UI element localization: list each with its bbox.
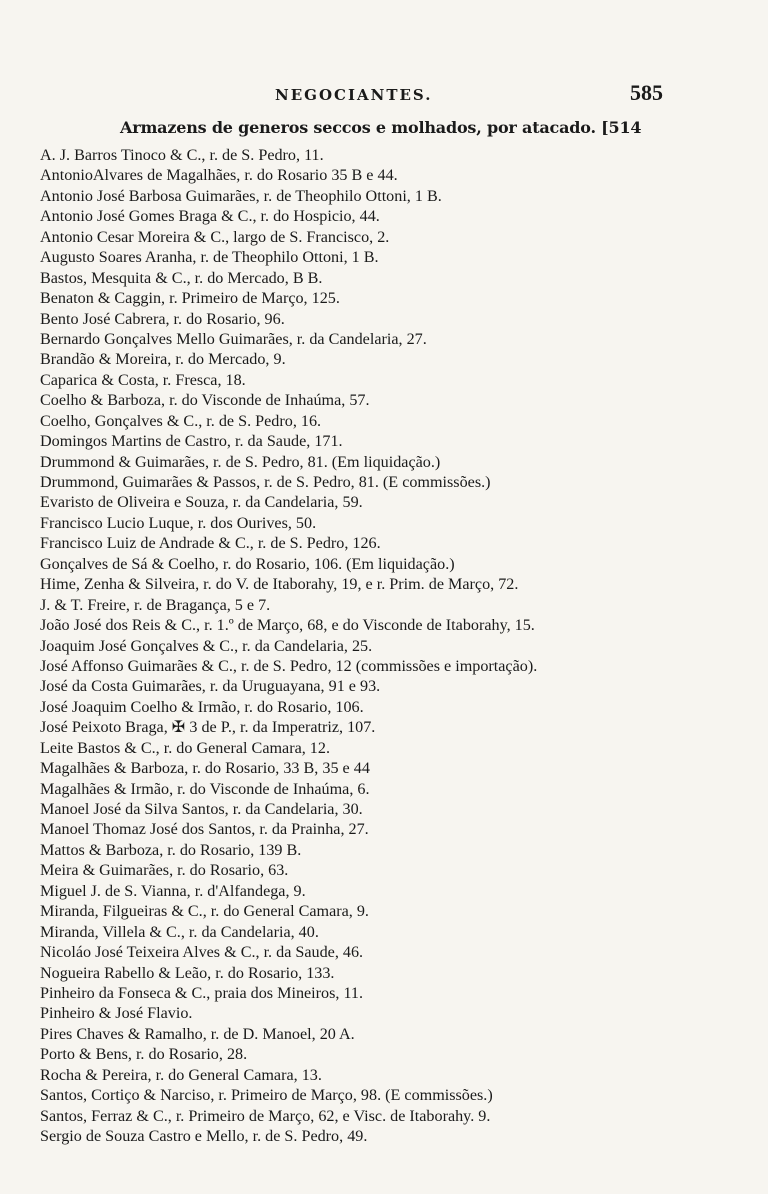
list-item: Rocha & Pereira, r. do General Camara, 13. bbox=[40, 1065, 322, 1084]
page-header bbox=[0, 80, 768, 110]
list-item: Pinheiro & José Flavio. bbox=[40, 1004, 193, 1023]
list-item: Hime, Zenha & Silveira, r. do V. de Itaborahy, 19, e r. Prim. de Março, 72. bbox=[40, 575, 519, 594]
list-item: Santos, Ferraz & C., r. Primeiro de Março, 62, e Visc. de Itaborahy. 9. bbox=[40, 1106, 491, 1125]
list-item: Drummond, Guimarães & Passos, r. de S. Pedro, 81. (E commissões.) bbox=[40, 473, 491, 491]
list-item: Nicoláo José Teixeira Alves & C., r. da Saude, 46. bbox=[40, 943, 364, 962]
list-item: Santos, Cortiço & Narciso, r. Primeiro de Março, 98. (E commissões.) bbox=[40, 1086, 493, 1105]
list-item: Magalhães & Barboza, r. do Rosario, 33 B, 35 e 44 bbox=[40, 759, 370, 778]
list-item: Antonio Cesar Moreira & C., largo de S. Francisco, 2. bbox=[40, 227, 390, 246]
list-item: José Joaquim Coelho & Irmão, r. do Rosario, 106. bbox=[40, 697, 364, 716]
list-item: Bernardo Gonçalves Mello Guimarães, r. da Candelaria, 27. bbox=[40, 329, 427, 348]
list-item: Magalhães & Irmão, r. do Visconde de Inhaúma, 6. bbox=[40, 779, 370, 798]
list-item: Coelho, Gonçalves & C., r. de S. Pedro, 16. bbox=[40, 411, 322, 430]
list-item: Francisco Luiz de Andrade & C., r. de S. Pedro, 126. bbox=[40, 534, 381, 553]
list-item: Porto & Bens, r. do Rosario, 28. bbox=[40, 1045, 248, 1064]
list-item: Sergio de Souza Castro e Mello, r. de S. Pedro, 49. bbox=[40, 1127, 368, 1145]
list-item: José Affonso Guimarães & C., r. de S. Pedro, 12 (commissões e importação). bbox=[40, 656, 538, 675]
list-item: AntonioAlvares de Magalhães, r. do Rosario 35 B e 44. bbox=[40, 166, 398, 185]
list-item: Manoel Thomaz José dos Santos, r. da Prainha, 27. bbox=[40, 820, 369, 839]
page-number: 585 bbox=[630, 80, 663, 105]
list-item: Evaristo de Oliveira e Souza, r. da Candelaria, 59. bbox=[40, 493, 363, 512]
list-item: Leite Bastos & C., r. do General Camara, 12. bbox=[40, 738, 330, 757]
list-item: Miguel J. de S. Vianna, r. d'Alfandega, 9. bbox=[40, 881, 306, 900]
list-item: José da Costa Guimarães, r. da Uruguayana, 91 e 93. bbox=[40, 677, 381, 696]
list-item: Joaquim José Gonçalves & C., r. da Candelaria, 25. bbox=[40, 636, 373, 655]
list-item: Miranda, Villela & C., r. da Candelaria, 40. bbox=[40, 922, 319, 941]
list-item: Bento José Cabrera, r. do Rosario, 96. bbox=[40, 309, 285, 328]
list-item: João José dos Reis & C., r. 1.º de Março, 68, e do Visconde de Itaborahy, 15. bbox=[40, 616, 535, 635]
list-item: Bastos, Mesquita & C., r. do Mercado, B B. bbox=[40, 268, 323, 287]
list-item: Miranda, Filgueiras & C., r. do General Camara, 9. bbox=[40, 902, 369, 921]
list-item: Benaton & Caggin, r. Primeiro de Março, 125. bbox=[40, 289, 340, 308]
section-title: Armazens de generos seccos e molhados, por atacado. [514 bbox=[120, 118, 642, 137]
list-item: Brandão & Moreira, r. do Mercado, 9. bbox=[40, 350, 286, 369]
list-item: Caparica & Costa, r. Fresca, 18. bbox=[40, 370, 246, 389]
list-item: Pinheiro da Fonseca & C., praia dos Mineiros, 11. bbox=[40, 983, 364, 1002]
list-item: Nogueira Rabello & Leão, r. do Rosario, 133. bbox=[40, 963, 335, 982]
list-item: José Peixoto Braga, ✠ 3 de P., r. da Imperatriz, 107. bbox=[40, 718, 376, 737]
list-item: J. & T. Freire, r. de Bragança, 5 e 7. bbox=[40, 595, 271, 614]
merchant-list bbox=[40, 145, 760, 1146]
list-item: Pires Chaves & Ramalho, r. de D. Manoel, 20 A. bbox=[40, 1024, 355, 1043]
list-item: Manoel José da Silva Santos, r. da Candelaria, 30. bbox=[40, 800, 363, 818]
list-item: Domingos Martins de Castro, r. da Saude, 171. bbox=[40, 432, 343, 451]
list-item: Gonçalves de Sá & Coelho, r. do Rosario, 106. (Em liquidação.) bbox=[40, 554, 455, 573]
list-item: Francisco Lucio Luque, r. dos Ourives, 50. bbox=[40, 513, 317, 532]
running-title: NEGOCIANTES. bbox=[275, 86, 433, 104]
list-item: A. J. Barros Tinoco & C., r. de S. Pedro, 11. bbox=[40, 146, 324, 164]
list-item: Antonio José Gomes Braga & C., r. do Hospicio, 44. bbox=[40, 207, 380, 226]
list-item: Antonio José Barbosa Guimarães, r. de Theophilo Ottoni, 1 B. bbox=[40, 186, 442, 205]
list-item: Coelho & Barboza, r. do Visconde de Inhaúma, 57. bbox=[40, 391, 370, 410]
list-item: Mattos & Barboza, r. do Rosario, 139 B. bbox=[40, 840, 302, 859]
list-item: Augusto Soares Aranha, r. de Theophilo Ottoni, 1 B. bbox=[40, 248, 379, 267]
list-item: Drummond & Guimarães, r. de S. Pedro, 81. (Em liquidação.) bbox=[40, 452, 441, 471]
list-item: Meira & Guimarães, r. do Rosario, 63. bbox=[40, 861, 289, 880]
